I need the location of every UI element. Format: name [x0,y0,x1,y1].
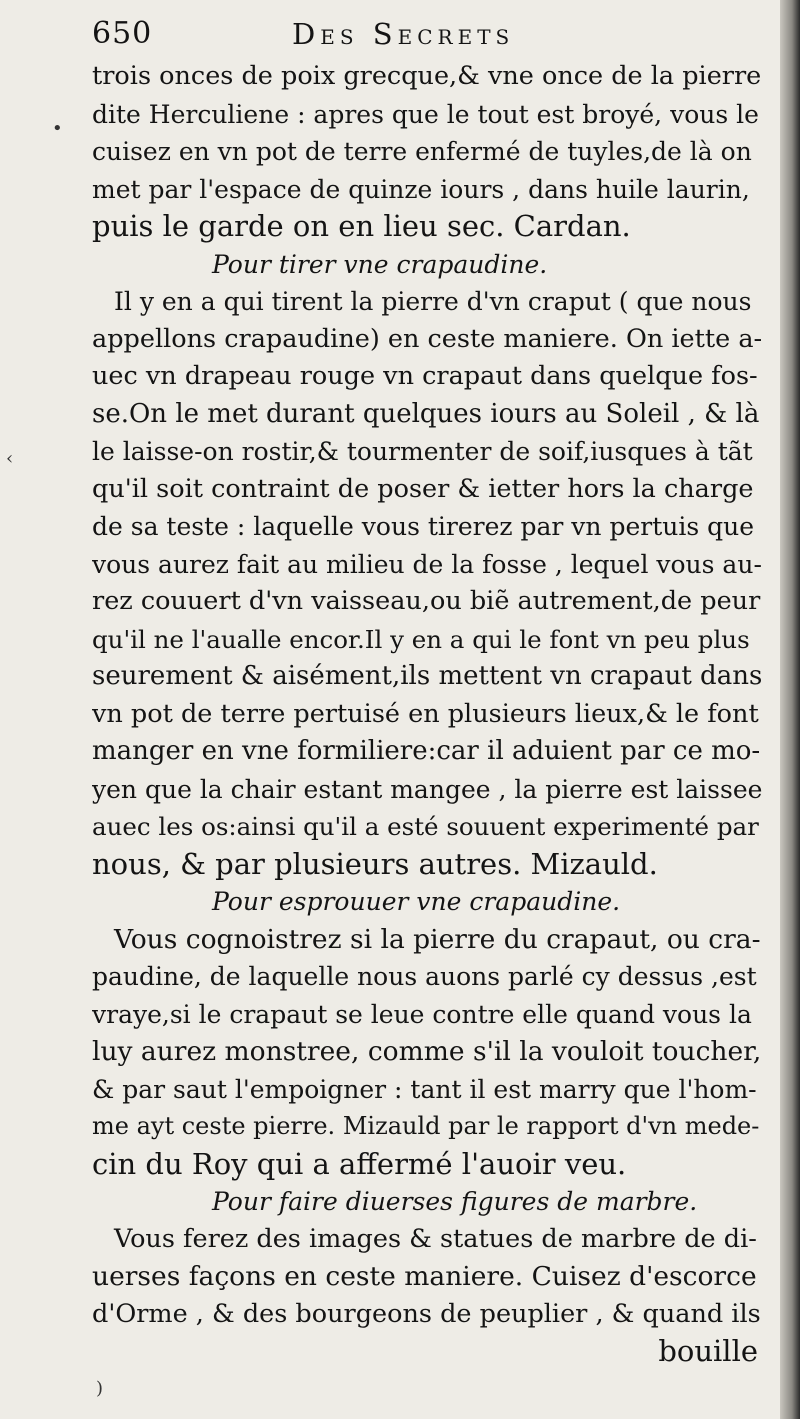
paragraph-first-line: Vous cognoistrez si la pierre du crapaut, ou cra- [114,923,761,955]
text-line: seurement & aisément,ils mettent vn crapaut dans [92,661,762,691]
text-line: puis le garde on en lieu sec. Cardan. [92,209,631,243]
text-line: uerses façons en ceste maniere. Cuisez d'escorce [92,1261,757,1292]
text-line: cuisez en vn pot de terre enfermé de tuyles,de là on [92,137,752,166]
text-line: d'Orme , & des bourgeons de peuplier , & quand ils [92,1298,761,1329]
text-line: yen que la chair estant mangee , la pierre est laissee [92,774,762,804]
section-title: Pour esprouuer vne crapaudine. [212,887,621,916]
text-line: se.On le met durant quelques iours au Soleil , & là [92,398,760,429]
text-line: qu'il ne l'aualle encor.Il y en a qui le font vn peu plus [92,624,750,654]
margin-mark: • [52,118,63,139]
text-line: auec les os:ainsi qu'il a esté souuent experimenté par [92,812,759,841]
text-line: manger en vne formiliere:car il aduient par ce mo- [92,736,761,766]
margin-mark: ‹ [6,448,14,469]
text-line: & par saut l'empoigner : tant il est marry que l'hom- [92,1074,757,1104]
page-edge [780,0,800,1419]
text-line: luy aurez monstree, comme s'il la vouloit toucher, [92,1036,762,1067]
text-line: le laisse-on rostir,& tourmenter de soif,iusques à tãt [92,437,753,466]
text-line: vn pot de terre pertuisé en plusieurs lieux,& le font [92,698,759,729]
paragraph-first-line: Il y en a qui tirent la pierre d'vn craput ( que nous [114,287,752,316]
text-line: trois onces de poix grecque,& vne once de la pierre [92,61,762,91]
text-line: de sa teste : laquelle vous tirerez par vn pertuis que [92,512,755,541]
text-line: met par l'espace de quinze iours , dans huile laurin, [92,174,750,204]
section-title: Pour faire diuerses figures de marbre. [212,1187,698,1216]
text-line: paudine, de laquelle nous auons parlé cy dessus ,est [92,962,757,991]
section-title: Pour tirer vne crapaudine. [212,249,548,279]
catchword: bouille [658,1334,758,1368]
text-line: uec vn drapeau rouge vn crapaut dans quelque fos- [92,361,758,391]
text-line: qu'il soit contraint de poser & ietter hors la charge [92,473,754,504]
page-number: 650 [92,16,153,51]
text-line: appellons crapaudine) en ceste maniere. On iette a- [92,323,762,354]
paragraph-first-line: Vous ferez des images & statues de marbre de di- [114,1223,757,1254]
text-line: vous aurez fait au milieu de la fosse , lequel vous au- [92,549,762,579]
body-text [92,58,762,1371]
text-line: dite Herculiene : apres que le tout est broyé, vous le [92,99,759,129]
text-line: rez couuert d'vn vaisseau,ou biẽ autrement,de peur [92,586,761,616]
text-line: cin du Roy qui a affermé l'auoir veu. [92,1146,627,1181]
text-line: me ayt ceste pierre. Mizauld par le rapport d'vn mede- [92,1112,760,1140]
text-line: nous, & par plusieurs autres. Mizauld. [92,846,658,881]
margin-mark: ) [96,1378,104,1399]
text-line: vraye,si le crapaut se leue contre elle quand vous la [92,999,752,1029]
page-header [92,14,732,54]
running-head: Des Secrets [292,17,515,51]
